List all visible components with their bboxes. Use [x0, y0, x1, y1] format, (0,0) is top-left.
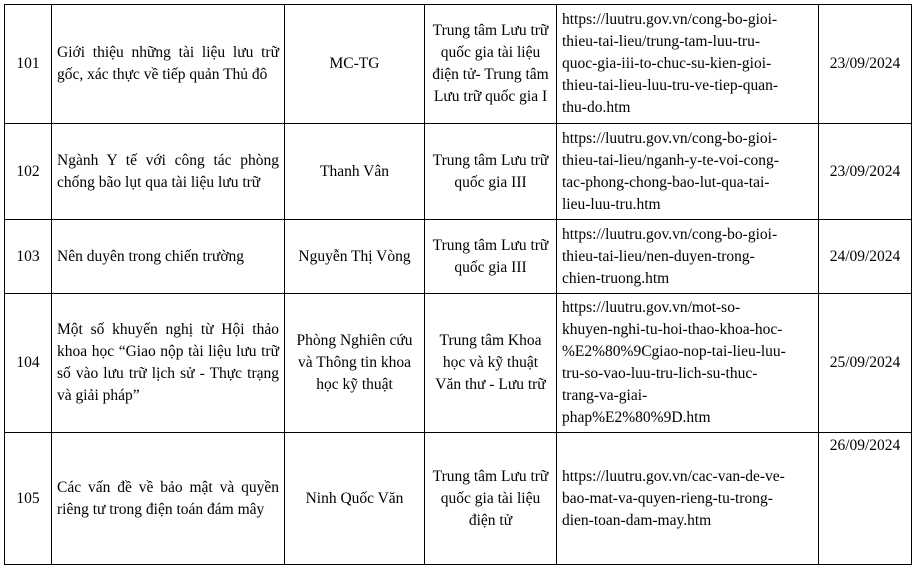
document-title: Giới thiệu những tài liệu lưu trữ gốc, xác thực về tiếp quản Thủ đô — [52, 5, 285, 124]
row-number: 105 — [5, 433, 52, 565]
article-link[interactable] — [557, 5, 819, 124]
row-number: 101 — [5, 5, 52, 124]
publish-date: 24/09/2024 — [819, 220, 912, 294]
url-line: thu-do.htm — [562, 99, 631, 116]
author: MC-TG — [285, 5, 425, 124]
publishing-unit: Trung tâm Lưu trữ quốc gia III — [425, 124, 557, 220]
table-row — [5, 433, 912, 565]
url-line: https://luutru.gov.vn/cac-van-de-ve- — [562, 467, 785, 485]
url-line: %E2%80%9Cgiao-nop-tai-lieu-luu- — [562, 343, 786, 360]
document-title: Một số khuyến nghị từ Hội thảo khoa học “Giao nộp tài liệu lưu trữ số vào lưu trữ lịch sử - Thực trạng và giải pháp” — [52, 294, 285, 433]
author: Nguyễn Thị Vòng — [285, 220, 425, 294]
article-link[interactable] — [557, 124, 819, 220]
url-line: thieu-tai-lieu/trung-tam-luu-tru- — [562, 33, 760, 50]
author: Ninh Quốc Văn — [285, 433, 425, 565]
publishing-unit: Trung tâm Lưu trữ quốc gia tài liệu điện tử- Trung tâm Lưu trữ quốc gia I — [425, 5, 557, 124]
row-number: 102 — [5, 124, 52, 220]
url-line: https://luutru.gov.vn/mot-so- — [562, 299, 741, 316]
url-line: thieu-tai-lieu/nganh-y-te-voi-cong- — [562, 151, 779, 169]
publish-date: 25/09/2024 — [819, 294, 912, 433]
publishing-unit: Trung tâm Lưu trữ quốc gia tài liệu điện tử — [425, 433, 557, 565]
row-number: 103 — [5, 220, 52, 294]
publish-date: 23/09/2024 — [819, 5, 912, 124]
url-line: khuyen-nghi-tu-hoi-thao-khoa-hoc- — [562, 321, 783, 338]
author: Phòng Nghiên cứu và Thông tin khoa học kỹ thuật — [285, 294, 425, 433]
url-line: tru-so-vao-luu-tru-lich-su-thuc- — [562, 365, 758, 382]
url-line: tac-phong-chong-bao-lut-qua-tai- — [562, 173, 770, 191]
publishing-unit: Trung tâm Khoa học và kỹ thuật Văn thư - Lưu trữ — [425, 294, 557, 433]
url-line: https://luutru.gov.vn/cong-bo-gioi- — [562, 11, 778, 28]
url-line: trang-va-giai- — [562, 387, 648, 404]
url-line: phap%E2%80%9D.htm — [562, 409, 711, 426]
url-line: https://luutru.gov.vn/cong-bo-gioi- — [562, 129, 778, 147]
url-line: bao-mat-va-quyen-rieng-tu-trong- — [562, 489, 773, 507]
article-link[interactable] — [557, 294, 819, 433]
row-number: 104 — [5, 294, 52, 433]
table-row — [5, 124, 912, 220]
publishing-unit: Trung tâm Lưu trữ quốc gia III — [425, 220, 557, 294]
url-line: thieu-tai-lieu-luu-tru-ve-tiep-quan- — [562, 77, 779, 94]
document-title: Ngành Y tế với công tác phòng chống bão lụt qua tài liệu lưu trữ — [52, 124, 285, 220]
article-link[interactable] — [557, 433, 819, 565]
url-line: thieu-tai-lieu/nen-duyen-trong- — [562, 247, 755, 265]
url-line: https://luutru.gov.vn/cong-bo-gioi- — [562, 225, 778, 243]
url-line: dien-toan-dam-may.htm — [562, 511, 712, 529]
url-line: lieu-luu-tru.htm — [562, 195, 661, 213]
publish-date: 26/09/2024 — [819, 433, 912, 565]
table-row — [5, 220, 912, 294]
publish-date: 23/09/2024 — [819, 124, 912, 220]
url-line: quoc-gia-iii-to-chuc-su-kien-gioi- — [562, 55, 772, 72]
author: Thanh Vân — [285, 124, 425, 220]
article-link[interactable] — [557, 220, 819, 294]
url-line: chien-truong.htm — [562, 269, 670, 287]
document-title: Các vấn đề về bảo mật và quyền riêng tư trong điện toán đám mây — [52, 433, 285, 565]
document-table — [4, 4, 912, 565]
table-row — [5, 5, 912, 124]
document-title: Nên duyên trong chiến trường — [52, 220, 285, 294]
table-row — [5, 294, 912, 433]
